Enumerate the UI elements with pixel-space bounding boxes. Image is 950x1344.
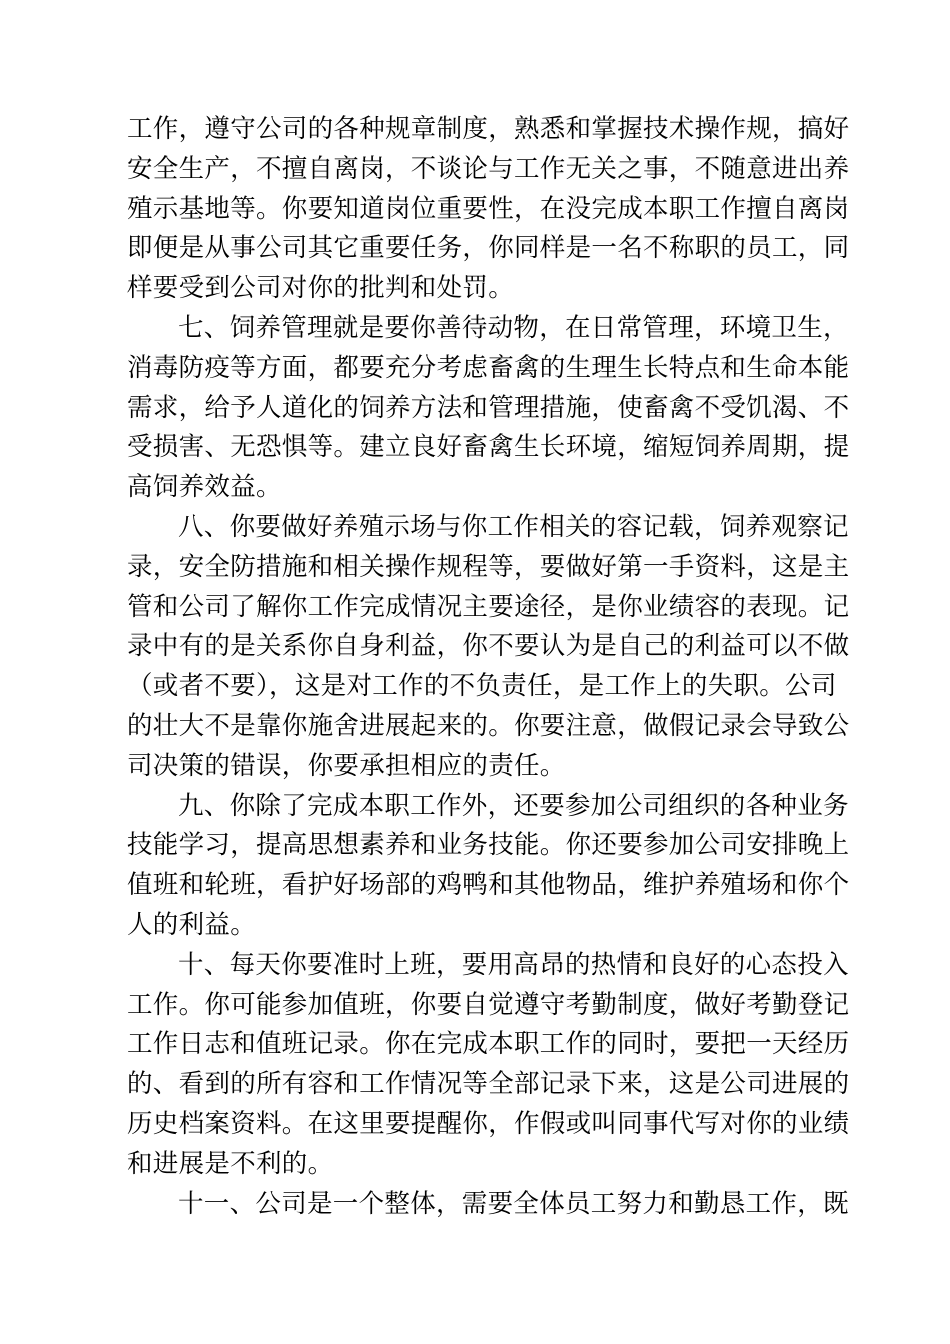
text-line: 技能学习，提高思想素养和业务技能。你还要参加公司安排晚上 bbox=[127, 830, 850, 861]
text-line: 的壮大不是靠你施舍进展起来的。你要注意，做假记录会导致公 bbox=[127, 710, 850, 741]
text-line: 和进展是不利的。 bbox=[127, 1148, 334, 1179]
paragraph-first-line: 十一、公司是一个整体，需要全体员工努力和勤恳工作，既 bbox=[178, 1188, 849, 1219]
text-line: 司决策的错误，你要承担相应的责任。 bbox=[127, 750, 566, 781]
text-line: 高饲养效益。 bbox=[127, 472, 282, 503]
text-line: 殖示基地等。你要知道岗位重要性，在没完成本职工作擅自离岗 bbox=[127, 193, 850, 224]
text-line: 的、看到的所有容和工作情况等全部记录下来，这是公司进展的 bbox=[127, 1069, 850, 1100]
text-line: 样要受到公司对你的批判和处罚。 bbox=[127, 273, 515, 304]
text-line: 值班和轮班，看护好场部的鸡鸭和其他物品，维护养殖场和你个 bbox=[127, 870, 850, 901]
text-line: 需求，给予人道化的饲养方法和管理措施，使畜禽不受饥渴、不 bbox=[127, 392, 850, 423]
text-line: 录中有的是关系你自身利益，你不要认为是自己的利益可以不做 bbox=[127, 631, 850, 662]
paragraph-first-line: 七、饲养管理就是要你善待动物，在日常管理，环境卫生， bbox=[178, 312, 849, 343]
text-line: 工作。你可能参加值班，你要自觉遵守考勤制度，做好考勤登记 bbox=[127, 989, 850, 1020]
paragraph-first-line: 十、每天你要准时上班，要用高昂的热情和良好的心态投入 bbox=[178, 949, 849, 980]
text-line: 消毒防疫等方面，都要充分考虑畜禽的生理生长特点和生命本能 bbox=[127, 352, 850, 383]
text-line: 人的利益。 bbox=[127, 909, 257, 940]
text-line: 安全生产，不擅自离岗，不谈论与工作无关之事，不随意进出养 bbox=[127, 153, 850, 184]
text-line: 管和公司了解你工作完成情况主要途径，是你业绩容的表现。记 bbox=[127, 591, 850, 622]
paragraph-first-line: 八、你要做好养殖示场与你工作相关的容记载，饲养观察记 bbox=[178, 511, 849, 542]
text-line: 录，安全防措施和相关操作规程等，要做好第一手资料，这是主 bbox=[127, 551, 850, 582]
text-line: 工作日志和值班记录。你在完成本职工作的同时，要把一天经历 bbox=[127, 1029, 850, 1060]
text-line: 工作，遵守公司的各种规章制度，熟悉和掌握技术操作规，搞好 bbox=[127, 114, 850, 144]
text-line: 历史档案资料。在这里要提醒你，作假或叫同事代写对你的业绩 bbox=[127, 1108, 850, 1139]
text-line: 受损害、无恐惧等。建立良好畜禽生长环境，缩短饲养周期，提 bbox=[127, 432, 850, 463]
text-line: （或者不要），这是对工作的不负责任，是工作上的失职。公司 bbox=[127, 671, 837, 702]
text-line: 即便是从事公司其它重要任务，你同样是一名不称职的员工，同 bbox=[127, 233, 850, 264]
document-body bbox=[127, 110, 853, 1224]
paragraph-first-line: 九、你除了完成本职工作外，还要参加公司组织的各种业务 bbox=[178, 790, 849, 821]
